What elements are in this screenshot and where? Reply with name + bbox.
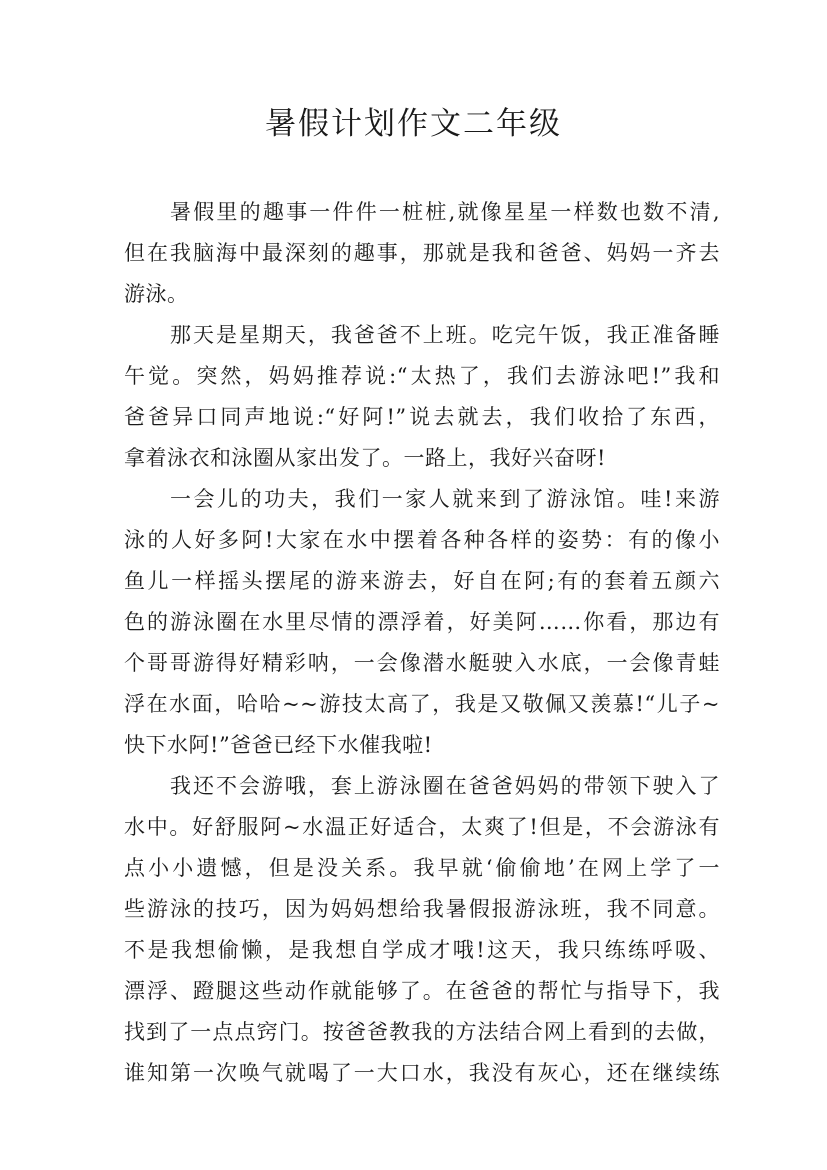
paragraph: [124, 479, 720, 766]
text-line: 色的游泳圈在水里尽情的漂浮着，好美阿……你看，那边有: [124, 610, 720, 634]
text-line: 找到了一点点窍门。按爸爸教我的方法结合网上看到的去做，: [124, 1020, 720, 1044]
text-line: 不是我想偷懒，是我想自学成才哦!这天，我只练练呼吸、: [124, 938, 720, 962]
paragraph: [124, 192, 720, 315]
document-title: 暑假计划作文二年级: [265, 106, 562, 142]
text-line: 个哥哥游得好精彩呐，一会像潜水艇驶入水底，一会像青蛙: [124, 651, 720, 675]
text-line: 爸爸异口同声地说:“好阿!”说去就去，我们收拾了东西，: [124, 405, 720, 429]
text-line: 鱼儿一样摇头摆尾的游来游去，好自在阿;有的套着五颜六: [124, 569, 720, 593]
text-line: 午觉。突然，妈妈推荐说:“太热了，我们去游泳吧!”我和: [124, 364, 720, 388]
text-line: 泳的人好多阿!大家在水中摆着各种各样的姿势：有的像小: [124, 528, 720, 552]
paragraph: [124, 766, 720, 1094]
text-line: 游泳。: [124, 282, 189, 306]
text-line: 暑假里的趣事一件件一桩桩,就像星星一样数也数不清,: [170, 200, 720, 224]
text-line: 我还不会游哦，套上游泳圈在爸爸妈妈的带领下驶入了: [170, 774, 720, 798]
text-line: 拿着泳衣和泳圈从家出发了。一路上，我好兴奋呀!: [124, 446, 606, 470]
text-line: 谁知第一次唤气就喝了一大口水，我没有灰心，还在继续练: [124, 1061, 720, 1085]
text-line: 水中。好舒服阿~水温正好适合，太爽了!但是，不会游泳有: [124, 815, 720, 839]
paragraph: [124, 315, 720, 479]
text-line: 漂浮、蹬腿这些动作就能够了。在爸爸的帮忙与指导下，我: [124, 979, 720, 1003]
text-line: 一会儿的功夫，我们一家人就来到了游泳馆。哇!来游: [170, 487, 720, 511]
text-line: 浮在水面，哈哈~~游技太高了，我是又敬佩又羡慕!“儿子~: [124, 692, 720, 716]
document-body: [124, 192, 720, 1094]
text-line: 快下水阿!”爸爸已经下水催我啦!: [124, 733, 433, 757]
text-line: 那天是星期天，我爸爸不上班。吃完午饭，我正准备睡: [170, 323, 720, 347]
text-line: 但在我脑海中最深刻的趣事，那就是我和爸爸、妈妈一齐去: [124, 241, 720, 265]
text-line: 点小小遗憾，但是没关系。我早就‘偷偷地’在网上学了一: [124, 856, 720, 880]
text-line: 些游泳的技巧，因为妈妈想给我暑假报游泳班，我不同意。: [124, 897, 720, 921]
